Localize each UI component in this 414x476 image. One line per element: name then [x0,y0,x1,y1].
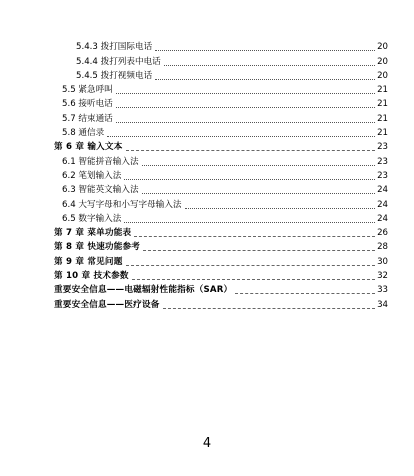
toc-entry-page: 32 [377,271,388,282]
dot-leader [142,165,376,166]
toc-entry-page: 26 [377,228,388,239]
dot-leader [126,265,376,266]
dot-leader [235,293,375,294]
toc-entry-title: 第 9 章 常见问题 [54,256,123,267]
toc-entry-title: 重要安全信息——医疗设备 [54,299,160,310]
toc-entry-title: 5.4.4 拨打列表中电话 [76,56,161,67]
toc-entry-page: 33 [377,285,388,296]
toc-entry [54,283,388,297]
toc-entry-title: 5.4.5 拨打视频电话 [76,70,153,81]
toc-entry-page: 23 [377,170,388,181]
table-of-contents [54,40,388,312]
toc-entry-title: 6.2 笔划输入法 [62,170,122,181]
toc-entry-page: 23 [377,142,388,153]
toc-entry-title: 重要安全信息——电磁辐射性能指标（SAR） [54,285,233,296]
toc-entry-page: 34 [377,299,388,310]
toc-entry-title: 6.3 智能英文输入法 [62,185,139,196]
dot-leader [134,236,375,237]
toc-entry [54,126,388,140]
toc-entry [54,254,388,268]
toc-entry-page: 20 [377,70,388,81]
dot-leader [143,250,375,251]
toc-entry-page: 20 [377,56,388,67]
dot-leader [155,79,375,80]
toc-entry-title: 5.7 结束通话 [62,113,113,124]
toc-entry [54,154,388,168]
page-number: 4 [202,436,212,451]
dot-leader [124,222,375,223]
toc-entry [54,111,388,125]
dot-leader [107,136,375,137]
toc-entry-page: 28 [377,242,388,253]
toc-entry [54,40,388,54]
toc-entry-title: 第 8 章 快速功能参考 [54,242,141,253]
toc-entry-page: 21 [377,85,388,96]
dot-leader [124,179,375,180]
toc-entry-title: 第 6 章 输入文本 [54,142,123,153]
toc-entry [54,183,388,197]
toc-entry-title: 5.4.3 拨打国际电话 [76,42,153,53]
dot-leader [163,308,376,309]
toc-entry-page: 23 [377,156,388,167]
dot-leader [164,65,375,66]
toc-entry-title: 5.5 紧急呼叫 [62,85,113,96]
toc-entry [54,240,388,254]
toc-entry-title: 5.6 接听电话 [62,99,113,110]
toc-entry-page: 21 [377,99,388,110]
toc-entry [54,69,388,83]
toc-entry [54,54,388,68]
toc-entry-page: 24 [377,185,388,196]
toc-entry-page: 24 [377,213,388,224]
toc-entry-page: 24 [377,199,388,210]
toc-entry-page: 20 [377,42,388,53]
dot-leader [132,279,375,280]
toc-entry [54,226,388,240]
toc-entry-title: 第 10 章 技术参数 [54,271,129,282]
dot-leader [126,150,376,151]
toc-entry-page: 30 [377,256,388,267]
toc-entry-title: 6.1 智能拼音输入法 [62,156,139,167]
toc-entry-title: 6.5 数字输入法 [62,213,122,224]
dot-leader [116,107,375,108]
toc-entry [54,269,388,283]
toc-entry-title: 第 7 章 菜单功能表 [54,228,132,239]
toc-entry-title: 5.8 通信录 [62,128,105,139]
dot-leader [185,208,376,209]
dot-leader [116,122,375,123]
toc-entry [54,297,388,311]
toc-entry-page: 21 [377,128,388,139]
toc-entry-title: 6.4 大写字母和小写字母输入法 [62,199,182,210]
dot-leader [142,193,376,194]
dot-leader [155,50,375,51]
toc-entry [54,83,388,97]
toc-entry [54,197,388,211]
toc-entry [54,212,388,226]
toc-entry-page: 21 [377,113,388,124]
toc-entry [54,140,388,154]
dot-leader [116,93,375,94]
toc-entry [54,97,388,111]
toc-entry [54,169,388,183]
